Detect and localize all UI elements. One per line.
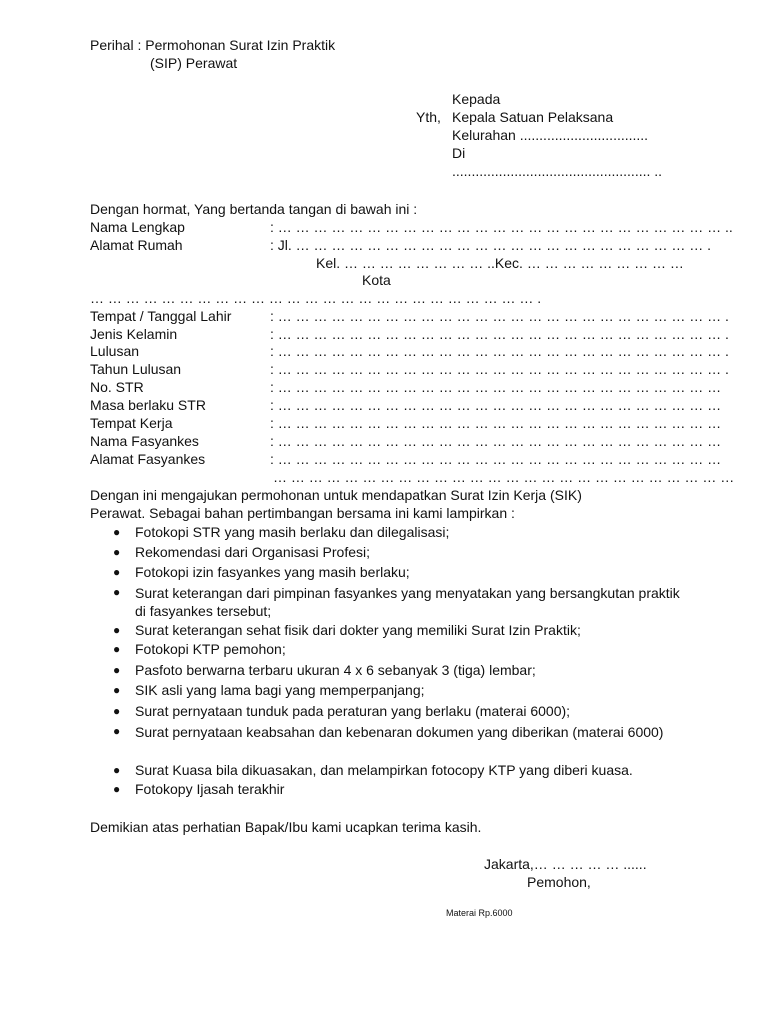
field-value-masa: : … … … … … … … … … … … … … … … … … … … … … … … … … — [270, 397, 722, 413]
attachment-item: Fotokopi KTP pemohon; — [135, 641, 286, 657]
stamp-duty-label: Materai Rp.6000 — [446, 908, 513, 918]
bullet-icon: ● — [113, 663, 121, 677]
field-label-ttl: Tempat / Tanggal Lahir — [90, 308, 232, 324]
field-label-lulusan: Lulusan — [90, 343, 140, 359]
recipient-di: Di — [452, 145, 466, 161]
field-label-str: No. STR — [90, 379, 144, 395]
attachment-item: Fotokopi STR yang masih berlaku dan dilegalisasi; — [135, 524, 450, 540]
bullet-icon: ● — [113, 782, 121, 796]
subject-line: Perihal : Permohonan Surat Izin Praktik — [90, 37, 336, 53]
field-value-fasyankes: : … … … … … … … … … … … … … … … … … … … … … … … … … — [270, 433, 722, 449]
attachment-item: Fotokopi izin fasyankes yang masih berlaku; — [135, 564, 410, 580]
bullet-icon: ● — [113, 724, 121, 738]
field-label-kota: Kota — [362, 272, 391, 288]
field-label-tahun: Tahun Lulusan — [90, 361, 182, 377]
field-value-jk: : … … … … … … … … … … … … … … … … … … … … … … … … … . — [270, 326, 729, 342]
field-value-alamat-fasyankes-2: … … … … … … … … … … … … … … … … … … … … … … … … … … — [273, 469, 735, 485]
bullet-icon: ● — [113, 585, 121, 599]
recipient-place: ................................................... .. — [452, 163, 663, 179]
bullet-icon: ● — [113, 545, 121, 559]
field-value-str: : … … … … … … … … … … … … … … … … … … … … … … … … … — [270, 379, 722, 395]
attachment-item: Rekomendasi dari Organisasi Profesi; — [135, 544, 370, 560]
bullet-icon: ● — [113, 683, 121, 697]
attachment-item: Surat pernyataan tunduk pada peraturan yang berlaku (materai 6000); — [135, 703, 571, 719]
field-label-alamat: Alamat Rumah — [90, 237, 183, 253]
field-value-alamat-fasyankes: : … … … … … … … … … … … … … … … … … … … … … … … … … — [270, 451, 722, 467]
bullet-icon: ● — [113, 623, 121, 637]
signature-role: Pemohon, — [527, 874, 591, 890]
bullet-icon: ● — [113, 642, 121, 656]
field-value-nama: : … … … … … … … … … … … … … … … … … … … … … … … … … .. — [270, 219, 733, 235]
field-label-jk: Jenis Kelamin — [90, 326, 178, 342]
recipient-yth: Yth, — [416, 109, 441, 125]
attachment-item: Surat pernyataan keabsahan dan kebenaran dokumen yang diberikan (materai 6000) — [135, 724, 664, 740]
request-line-1: Dengan ini mengajukan permohonan untuk mendapatkan Surat Izin Kerja (SIK) — [90, 487, 582, 503]
subject-line-2: (SIP) Perawat — [150, 55, 238, 71]
field-label-alamat-fasyankes: Alamat Fasyankes — [90, 451, 206, 467]
field-value-tempat-kerja: : … … … … … … … … … … … … … … … … … … … … … … … … … — [270, 415, 722, 431]
bullet-icon: ● — [113, 763, 121, 777]
field-value-lulusan: : … … … … … … … … … … … … … … … … … … … … … … … … … . — [270, 343, 729, 359]
field-value-alamat: : Jl. … … … … … … … … … … … … … … … … … … … … … … … . — [270, 237, 712, 253]
field-label-tempat-kerja: Tempat Kerja — [90, 415, 173, 431]
field-value-ttl: : … … … … … … … … … … … … … … … … … … … … … … … … … . — [270, 308, 729, 324]
bullet-icon: ● — [113, 565, 121, 579]
field-value-tahun: : … … … … … … … … … … … … … … … … … … … … … … … … … . — [270, 361, 729, 377]
bullet-icon: ● — [113, 704, 121, 718]
attachment-item: Pasfoto berwarna terbaru ukuran 4 x 6 sebanyak 3 (tiga) lembar; — [135, 662, 536, 678]
attachment-item: Surat keterangan sehat fisik dari dokter yang memiliki Surat Izin Praktik; — [135, 622, 581, 638]
intro-text: Dengan hormat, Yang bertanda tangan di bawah ini : — [90, 201, 418, 217]
bullet-icon: ● — [113, 525, 121, 539]
signature-place-date: Jakarta,… … … … … ...... — [484, 856, 647, 872]
field-label-fasyankes: Nama Fasyankes — [90, 433, 199, 449]
field-value-kel-kec: Kel. … … … … … … … … ..Kec. … … … … … … … … … — [316, 255, 684, 271]
field-label-masa: Masa berlaku STR — [90, 397, 206, 413]
attachment-item: Surat keterangan dari pimpinan fasyankes yang menyatakan yang bersangkutan praktik di fasyankes tersebut; — [135, 585, 680, 619]
attachment-item: Surat Kuasa bila dikuasakan, dan melampirkan fotocopy KTP yang diberi kuasa. — [135, 762, 633, 778]
recipient-title: Kepala Satuan Pelaksana — [452, 109, 614, 125]
recipient-kepada: Kepada — [452, 91, 501, 107]
attachment-item: Fotokopy Ijasah terakhir — [135, 781, 285, 797]
request-line-2: Perawat. Sebagai bahan pertimbangan bersama ini kami lampirkan : — [90, 505, 515, 521]
closing-text: Demikian atas perhatian Bapak/Ibu kami ucapkan terima kasih. — [90, 819, 482, 835]
field-value-kota: … … … … … … … … … … … … … … … … … … … … … … … … … . — [90, 290, 542, 306]
recipient-kelurahan: Kelurahan ................................. — [452, 127, 649, 143]
attachment-item: SIK asli yang lama bagi yang memperpanjang; — [135, 682, 425, 698]
field-label-nama: Nama Lengkap — [90, 219, 185, 235]
